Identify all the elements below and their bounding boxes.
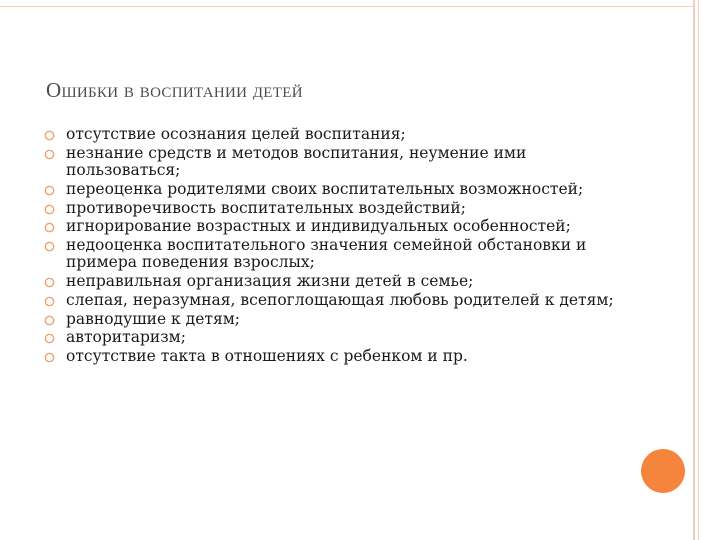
list-item bbox=[44, 292, 644, 310]
list-item bbox=[44, 348, 644, 366]
list-item-text: недооценка воспитательного значения семейной обстановки и примера поведения взрослых; bbox=[66, 235, 587, 272]
circle-bullet-icon bbox=[44, 149, 55, 160]
list-item bbox=[44, 145, 644, 180]
list-item bbox=[44, 181, 644, 199]
decorative-top-rule bbox=[0, 6, 694, 7]
circle-bullet-icon bbox=[44, 315, 55, 326]
circle-bullet-icon bbox=[44, 277, 55, 288]
circle-bullet-icon bbox=[44, 241, 55, 252]
circle-bullet-icon bbox=[44, 296, 55, 307]
list-item bbox=[44, 273, 644, 291]
decorative-orange-circle bbox=[641, 449, 685, 493]
circle-bullet-icon bbox=[44, 352, 55, 363]
list-item-text: неправильная организация жизни детей в семье; bbox=[66, 272, 474, 291]
list-item bbox=[44, 311, 644, 329]
circle-bullet-icon bbox=[44, 185, 55, 196]
list-item-text: авторитаризм; bbox=[66, 328, 186, 347]
list-item bbox=[44, 218, 644, 236]
circle-bullet-icon bbox=[44, 222, 55, 233]
circle-bullet-icon bbox=[44, 130, 55, 141]
decorative-vertical-rule-thin bbox=[698, 0, 699, 540]
list-item-text: незнание средств и методов воспитания, неумение ими пользоваться; bbox=[66, 143, 527, 180]
list-item-text: слепая, неразумная, всепоглощающая любовь родителей к детям; bbox=[66, 290, 614, 309]
list-item bbox=[44, 237, 644, 272]
list-item-text: равнодушие к детям; bbox=[66, 309, 241, 328]
list-item-text: игнорирование возрастных и индивидуальных особенностей; bbox=[66, 217, 571, 236]
list-item-text: отсутствие осознания целей воспитания; bbox=[66, 125, 406, 143]
list-item bbox=[44, 200, 644, 218]
bullet-list bbox=[44, 126, 644, 367]
list-item bbox=[44, 329, 644, 347]
circle-bullet-icon bbox=[44, 333, 55, 344]
list-item-text: противоречивость воспитательных воздействий; bbox=[66, 198, 466, 217]
circle-bullet-icon bbox=[44, 204, 55, 215]
slide-title: Ошибки в воспитании детей bbox=[46, 78, 303, 102]
list-item-text: переоценка родителями своих воспитательных возможностей; bbox=[66, 179, 584, 198]
list-item-text: отсутствие такта в отношениях с ребенком и пр. bbox=[66, 346, 468, 365]
list-item bbox=[44, 126, 644, 144]
decorative-vertical-rule bbox=[693, 0, 695, 540]
